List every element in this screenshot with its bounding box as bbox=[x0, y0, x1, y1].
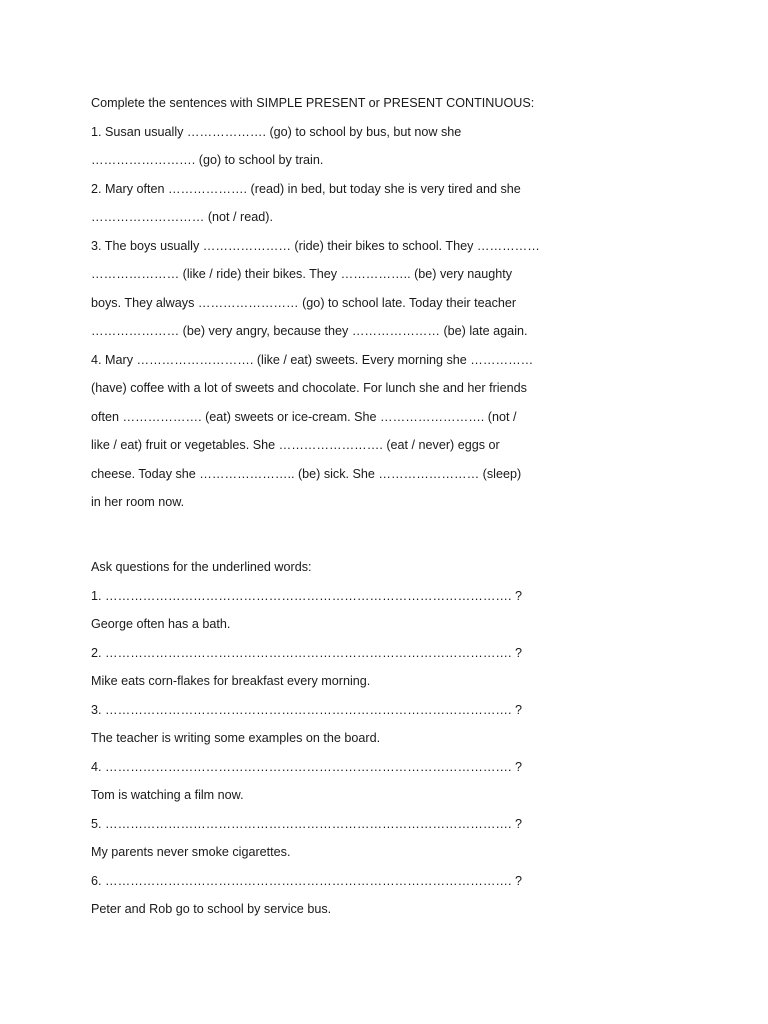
text-line: ……………………. (go) to school by train. bbox=[91, 153, 324, 167]
text-line: My parents never smoke cigarettes. bbox=[91, 845, 291, 859]
text-line: 1. ……………………………………………………………………………………. ? bbox=[91, 588, 523, 603]
text-line: Peter and Rob go to school by service bus. bbox=[91, 902, 332, 916]
text-line: 3. The boys usually ………………… (ride) their bikes to school. They …………… bbox=[91, 238, 540, 253]
text-line: 3. ……………………………………………………………………………………. ? bbox=[91, 702, 523, 717]
text-line: 4. ……………………………………………………………………………………. ? bbox=[91, 759, 523, 774]
text-line: The teacher is writing some examples on the board. bbox=[91, 731, 381, 745]
text-line: ………………… (like / ride) their bikes. They …………….. (be) very naughty bbox=[91, 267, 513, 281]
text-line: ……………………… (not / read). bbox=[91, 210, 273, 224]
text-line: 6. ……………………………………………………………………………………. ? bbox=[91, 873, 523, 888]
text-line: Tom is watching a film now. bbox=[91, 788, 244, 802]
exercise-complete-sentences bbox=[91, 89, 540, 517]
text-line: often ………………. (eat) sweets or ice-cream. She ……………………. (not / bbox=[91, 409, 517, 424]
text-line: 1. Susan usually ………………. (go) to school by bus, but now she bbox=[91, 124, 462, 139]
text-line: 4. Mary ………………………. (like / eat) sweets. Every morning she …………… bbox=[91, 352, 534, 367]
text-line: boys. They always …………………… (go) to school late. Today their teacher bbox=[91, 295, 517, 310]
text-line: cheese. Today she ………………….. (be) sick. She …………………… (sleep) bbox=[91, 466, 522, 481]
text-line: George often has a bath. bbox=[91, 617, 231, 631]
text-line: 2. Mary often ………………. (read) in bed, but today she is very tired and she bbox=[91, 181, 521, 196]
exercise-instruction: Ask questions for the underlined words: bbox=[91, 560, 312, 574]
text-line: (have) coffee with a lot of sweets and chocolate. For lunch she and her friends bbox=[91, 381, 527, 395]
text-line: in her room now. bbox=[91, 495, 185, 509]
text-line: like / eat) fruit or vegetables. She ……………………. (eat / never) eggs or bbox=[91, 438, 500, 452]
text-line: Mike eats corn-flakes for breakfast every morning. bbox=[91, 674, 371, 688]
text-line: 5. ……………………………………………………………………………………. ? bbox=[91, 816, 523, 831]
text-line: ………………… (be) very angry, because they ………………… (be) late again. bbox=[91, 324, 528, 338]
text-line: 2. ……………………………………………………………………………………. ? bbox=[91, 645, 523, 660]
exercise-ask-questions bbox=[91, 553, 522, 924]
exercise-instruction: Complete the sentences with SIMPLE PRESENT or PRESENT CONTINUOUS: bbox=[91, 96, 535, 110]
